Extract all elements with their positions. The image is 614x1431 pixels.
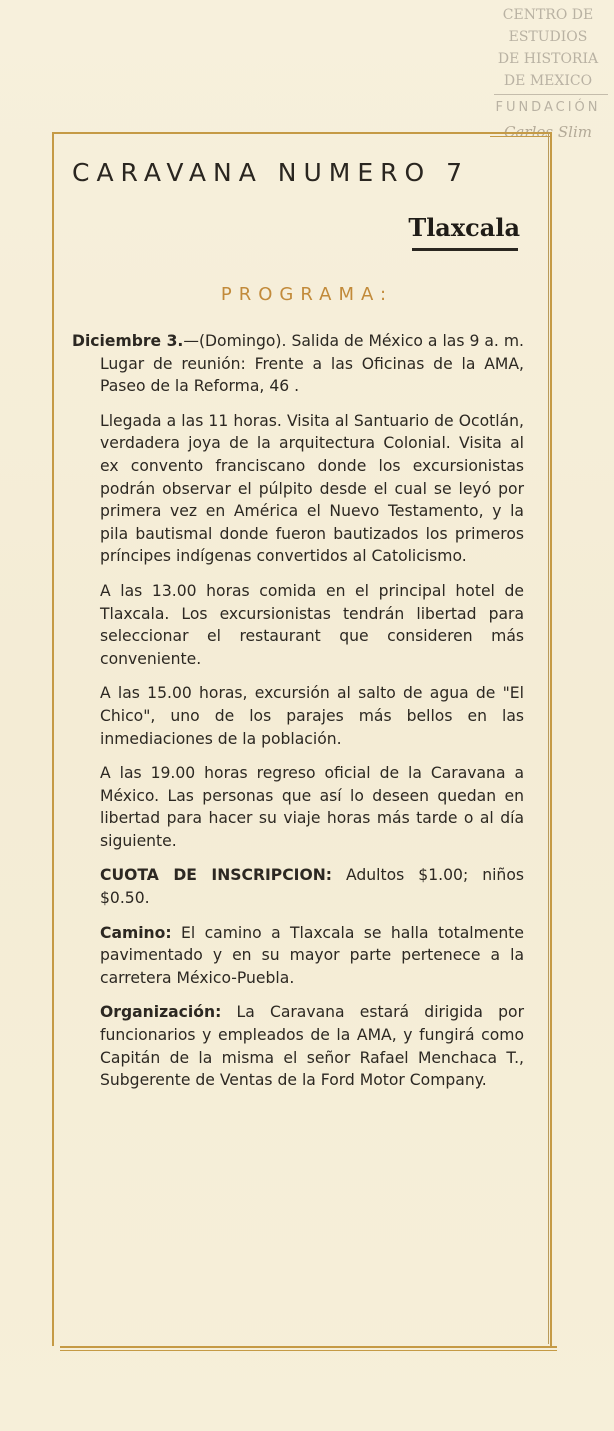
frame-top-accent xyxy=(490,136,550,137)
frame-right-line xyxy=(548,132,549,1344)
archive-stamp xyxy=(488,4,608,143)
paragraph-text: Adultos $1.00; niños $0.50. xyxy=(100,866,524,908)
stamp-signature: Carlos Slim xyxy=(504,123,592,141)
paragraph-label: Organización: xyxy=(100,1003,222,1022)
paragraph-fee xyxy=(100,864,524,909)
place-underline xyxy=(412,248,518,251)
stamp-line-3: DE HISTORIA xyxy=(497,51,599,67)
program-heading: PROGRAMA: xyxy=(220,284,394,305)
paragraph-label: Camino: xyxy=(100,923,172,942)
paragraph-text: La Caravana estará dirigida por funcionarios y empleados de la AMA, y fungirá como Capitán de la misma el señor Rafael Menchaca T., Subgerente de Ventas de la Ford Motor Company. xyxy=(100,1003,524,1090)
place-name: Tlaxcala xyxy=(408,213,520,242)
stamp-line-4: DE MEXICO xyxy=(503,73,593,89)
paragraph-text: El camino a Tlaxcala se halla totalmente pavimentado y en su mayor parte pertenece a la carretera México-Puebla. xyxy=(100,923,524,987)
paragraph-date: Diciembre 3. xyxy=(72,332,184,350)
stamp-fundacion: FUNDACIÓN xyxy=(495,100,601,115)
page-title: CARAVANA NUMERO 7 xyxy=(72,158,470,187)
paragraph-departure xyxy=(72,330,524,398)
paragraph-road xyxy=(100,922,524,990)
stamp-line-1: CENTRO DE xyxy=(502,7,594,23)
paragraph-lunch xyxy=(100,580,524,670)
paragraph-label: CUOTA DE INSCRIPCION: xyxy=(100,866,332,885)
paragraph-text: A las 15.00 horas, excursión al salto de agua de "El Chico", uno de los parajes más bellos en las inmediaciones de la población. xyxy=(100,684,524,748)
frame-bottom-rule-2 xyxy=(60,1350,557,1351)
program-body xyxy=(72,330,524,1104)
paragraph-return xyxy=(100,762,524,852)
paragraph-waterfall xyxy=(100,682,524,750)
paragraph-text: Llegada a las 11 horas. Visita al Santuario de Ocotlán, verdadera joya de la arquitectura Colonial. Visita al ex convento franciscano donde los excursionistas podrán observar el púlpito desde el cual se leyó por primera vez en América el Nuevo Testamento, y la pila bautismal donde fueron bautizados los primeros príncipes indígenas convertidos al Catolicismo. xyxy=(100,411,524,566)
paragraph-text: A las 19.00 horas regreso oficial de la Caravana a México. Las personas que así lo deseen quedan en libertad para hacer su viaje horas más tarde o al día siguiente. xyxy=(100,764,524,850)
frame-bottom-rule xyxy=(60,1346,557,1348)
paragraph-organization xyxy=(100,1001,524,1091)
paragraph-text: A las 13.00 horas comida en el principal hotel de Tlaxcala. Los excursionistas tendrán libertad para seleccionar el restaurant que consideren más conveniente. xyxy=(100,581,524,668)
stamp-divider xyxy=(494,94,608,95)
stamp-line-2: ESTUDIOS xyxy=(508,29,588,45)
paragraph-text: —(Domingo). Salida de México a las 9 a. m. Lugar de reunión: Frente a las Oficinas de la AMA, Paseo de la Reforma, 46 . xyxy=(100,332,524,396)
paragraph-ocotlan xyxy=(100,410,524,568)
